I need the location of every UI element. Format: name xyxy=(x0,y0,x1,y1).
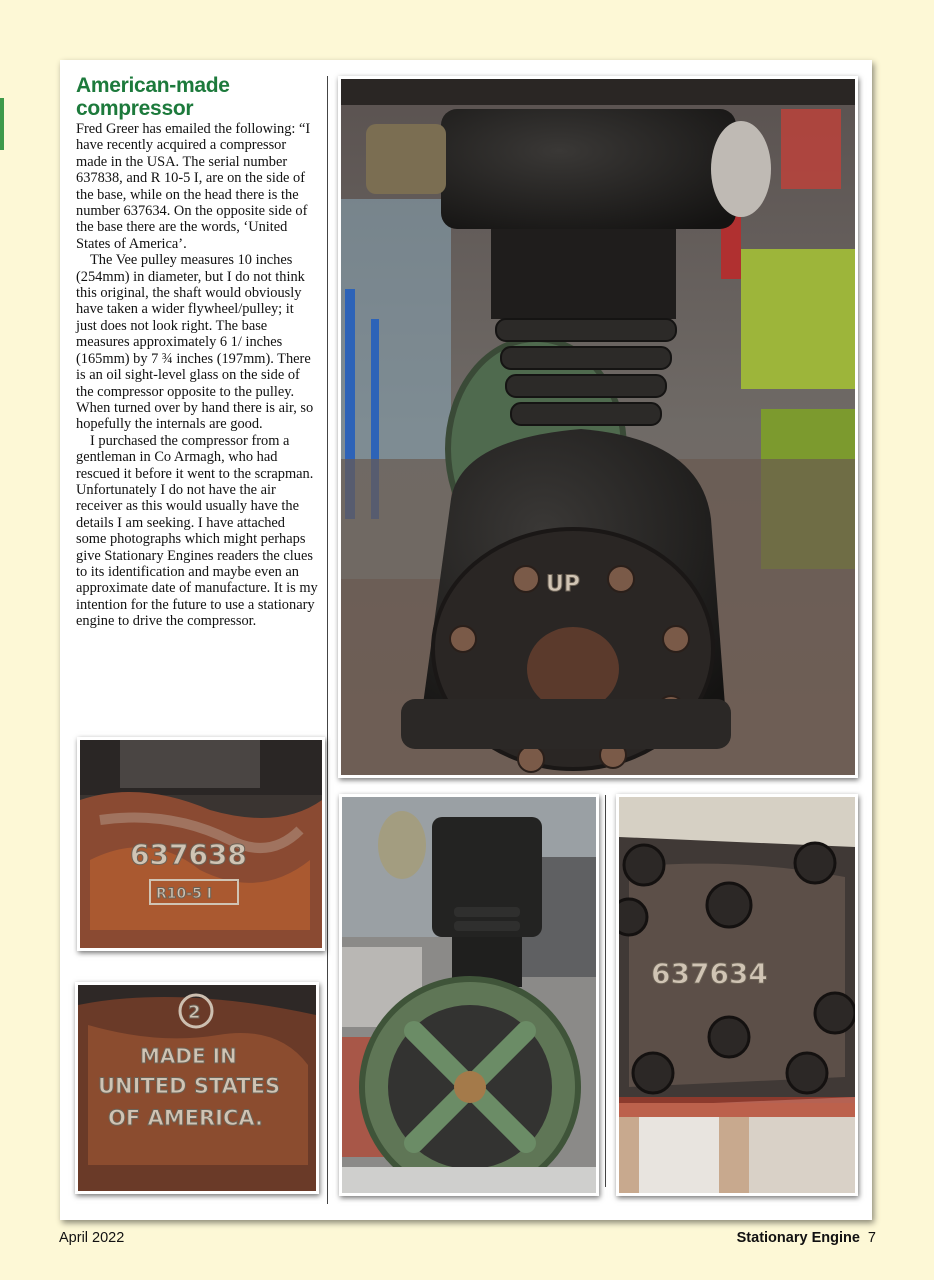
section-tab-marker xyxy=(0,98,4,150)
paragraph-2: The Vee pulley measures 10 inches (254mm) in diameter, but I do not think this original, the shaft would obviously have taken a wider flywheel/pulley; it just does not look right. The base measures approximately 6 1/ inches (165mm) by 7 ¾ inches (197mm). There is an oil sight-level glass on the side of the compressor opposite to the pulley. When turned over by hand there is air, so hopefully the internals are good. xyxy=(76,252,314,433)
article-body xyxy=(76,121,318,630)
photo-pulley-side xyxy=(339,794,599,1196)
made-in-line-3: OF AMERICA. xyxy=(108,1106,264,1130)
made-in-line-1: MADE IN xyxy=(140,1044,237,1068)
headline-line-2: compressor xyxy=(76,97,194,120)
serial-number-head: 637634 xyxy=(651,957,768,990)
photo-compressor-main xyxy=(338,76,858,778)
cast-mark-up: UP xyxy=(546,572,580,597)
column-divider xyxy=(327,76,328,1204)
photo-head-number xyxy=(616,794,858,1196)
footer-publication xyxy=(737,1230,876,1246)
headline-line-1: American-made xyxy=(76,74,230,97)
photo-divider xyxy=(605,795,606,1187)
photo-made-in-usa xyxy=(75,982,319,1194)
page-number: 7 xyxy=(867,1230,876,1246)
photo-base-serial xyxy=(77,737,325,951)
paragraph-1: Fred Greer has emailed the following: “I have recently acquired a compressor made in the USA. The serial number 637838, and R 10-5 I, are on the side of the base, while on the head there is the number 637634. On the opposite side of the base there are the words, ‘United States of America’. xyxy=(76,121,311,252)
footer-date: April 2022 xyxy=(59,1230,125,1246)
circle-mark: 2 xyxy=(188,1002,201,1023)
serial-number-base: 637638 xyxy=(130,838,247,871)
serial-plate-mark: R10-5 I xyxy=(156,886,212,902)
made-in-line-2: UNITED STATES xyxy=(98,1074,281,1098)
paragraph-3: I purchased the compressor from a gentleman in Co Armagh, who had rescued it before it went to the scrapman. Unfortunately I do not have the air receiver as this would usually have the details I am seeking. I have attached some photographs which might perhaps give Stationary Engines readers the clues to its identification and maybe even an approximate date of manufacture. It is my intention for the future to use a stationary engine to drive the compressor. xyxy=(76,432,318,630)
magazine-title: Stationary Engine xyxy=(736,1230,860,1246)
article-headline xyxy=(76,74,326,120)
